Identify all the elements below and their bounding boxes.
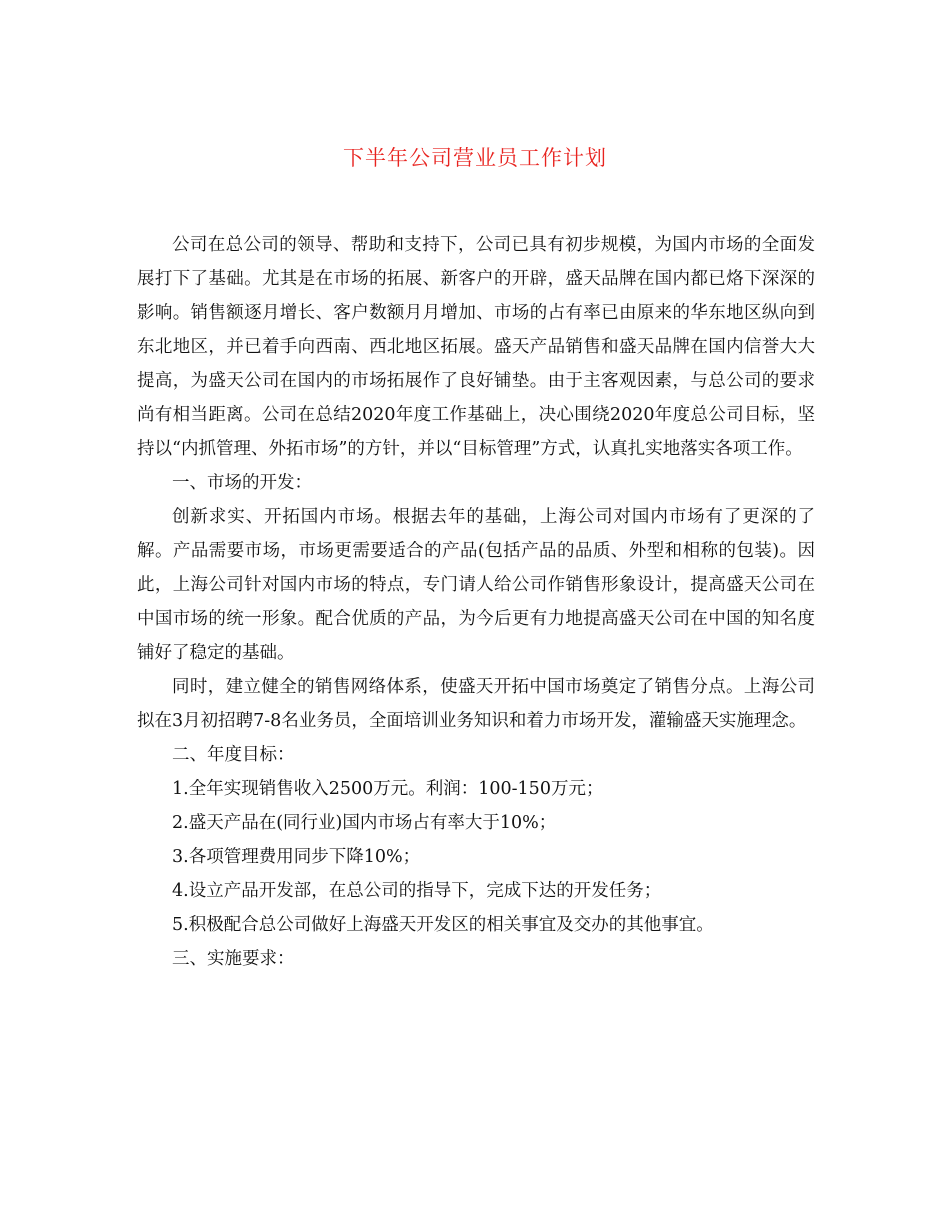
target-item: 3.各项管理费用同步下降10%；	[172, 847, 421, 867]
market-paragraph-2: 同时，建立健全的销售网络体系，使盛天开拓中国市场奠定了销售分点。上海公司拟在3月初招聘7-8名业务员，全面培训业务知识和着力市场开发，灌输盛天实施理念。	[137, 677, 815, 731]
document-title: 下半年公司营业员工作计划	[343, 146, 607, 170]
section-heading-market: 一、市场的开发：	[172, 473, 312, 493]
target-item: 5.积极配合总公司做好上海盛天开发区的相关事宜及交办的其他事宜。	[172, 915, 714, 935]
intro-paragraph: 公司在总公司的领导、帮助和支持下，公司已具有初步规模，为国内市场的全面发展打下了基础。尤其是在市场的拓展、新客户的开辟，盛天品牌在国内都已烙下深深的影响。销售额逐月增长、客户数额月月增加、市场的占有率已由原来的华东地区纵向到东北地区，并已着手向西南、西北地区拓展。盛天产品销售和盛天品牌在国内信誉大大提高，为盛天公司在国内的市场拓展作了良好铺垫。由于主客观因素，与总公司的要求尚有相当距离。公司在总结2020年度工作基础上，决心围绕2020年度总公司目标，坚持以“内抓管理、外拓市场”的方针，并以“目标管理”方式，认真扎实地落实各项工作。	[137, 235, 815, 459]
target-item: 2.盛天产品在(同行业)国内市场占有率大于10%；	[172, 813, 557, 833]
section-heading-targets: 二、年度目标：	[172, 745, 295, 765]
target-item: 4.设立产品开发部，在总公司的指导下，完成下达的开发任务；	[172, 881, 662, 901]
target-item: 1.全年实现销售收入2500万元。利润：100-150万元；	[172, 779, 604, 799]
section-heading-requirements: 三、实施要求：	[172, 949, 295, 969]
market-paragraph-1: 创新求实、开拓国内市场。根据去年的基础，上海公司对国内市场有了更深的了解。产品需要市场，市场更需要适合的产品(包括产品的品质、外型和相称的包装)。因此，上海公司针对国内市场的特点，专门请人给公司作销售形象设计，提高盛天公司在中国市场的统一形象。配合优质的产品，为今后更有力地提高盛天公司在中国的知名度铺好了稳定的基础。	[137, 507, 815, 663]
document-body	[137, 228, 815, 976]
